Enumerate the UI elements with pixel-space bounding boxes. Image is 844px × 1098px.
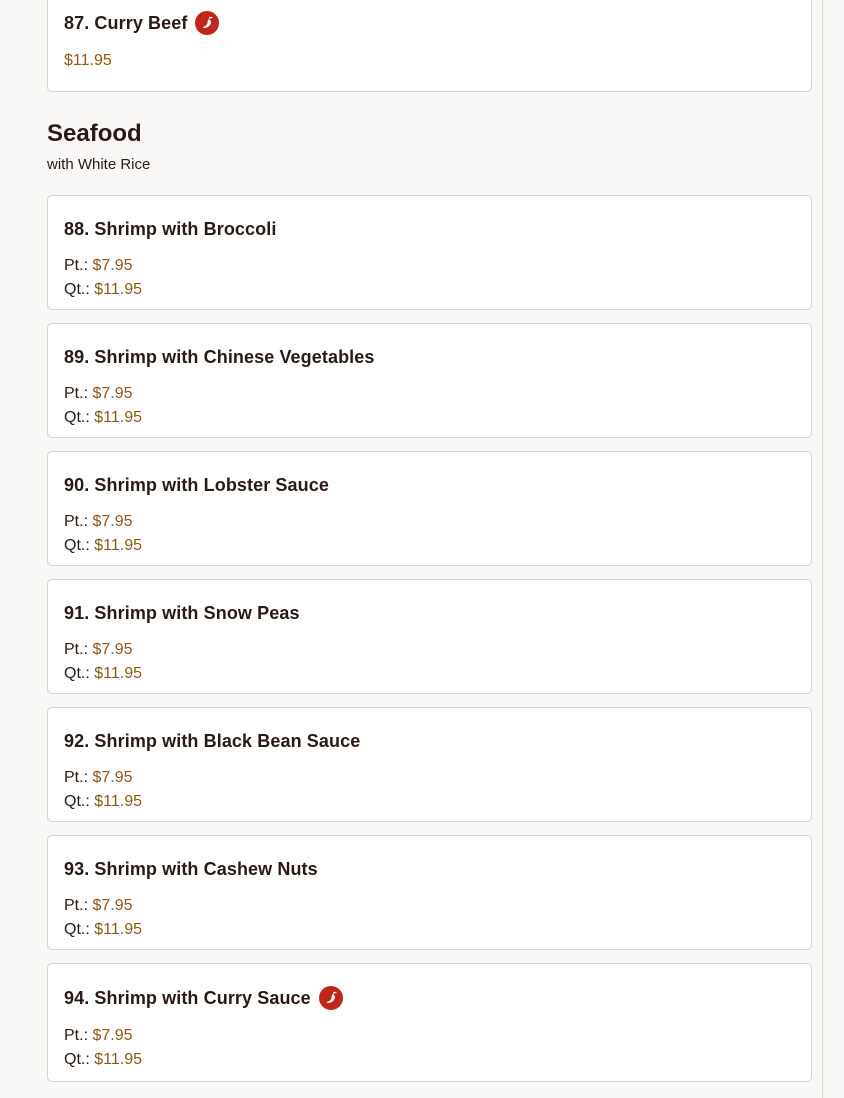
- quart-price: $11.95: [94, 665, 142, 682]
- quart-price-line: [64, 406, 795, 430]
- section-subtitle: with White Rice: [47, 156, 151, 173]
- spicy-pepper-icon: [319, 986, 343, 1010]
- pint-price: $7.95: [92, 385, 133, 402]
- menu-item-name: 92. Shrimp with Black Bean Sauce: [64, 731, 361, 751]
- pint-price-line: [64, 1024, 795, 1048]
- menu-item-title: [64, 218, 795, 240]
- pint-price-line: [64, 766, 795, 790]
- pint-label: Pt.:: [64, 897, 89, 914]
- pint-price: $7.95: [92, 641, 133, 658]
- pint-label: Pt.:: [64, 385, 89, 402]
- menu-item-title: [64, 986, 795, 1010]
- menu-item-card[interactable]: [47, 323, 812, 438]
- quart-label: Qt.:: [64, 793, 90, 810]
- pint-price-line: [64, 638, 795, 662]
- section-title: Seafood: [47, 120, 142, 147]
- pint-label: Pt.:: [64, 257, 89, 274]
- menu-item-card[interactable]: [47, 835, 812, 950]
- pint-price: $7.95: [92, 1027, 133, 1044]
- pint-price: $7.95: [92, 513, 133, 530]
- menu-item-name: 90. Shrimp with Lobster Sauce: [64, 475, 329, 495]
- menu-item-name: 89. Shrimp with Chinese Vegetables: [64, 347, 375, 367]
- quart-price-line: [64, 534, 795, 558]
- quart-price: $11.95: [94, 409, 142, 426]
- pint-price-line: [64, 510, 795, 534]
- pint-price: $7.95: [92, 769, 133, 786]
- menu-item-card[interactable]: [47, 963, 812, 1082]
- quart-price-line: [64, 790, 795, 814]
- menu-item-name: 87. Curry Beef: [64, 13, 188, 33]
- menu-item-name: 91. Shrimp with Snow Peas: [64, 603, 300, 623]
- quart-price-line: [64, 1048, 795, 1072]
- price-line: [64, 49, 795, 73]
- menu-item-name: 93. Shrimp with Cashew Nuts: [64, 859, 318, 879]
- menu-item-title: [64, 11, 795, 35]
- pint-label: Pt.:: [64, 513, 89, 530]
- pint-price-line: [64, 254, 795, 278]
- pint-price-line: [64, 382, 795, 406]
- quart-label: Qt.:: [64, 409, 90, 426]
- menu-item-title: [64, 474, 795, 496]
- quart-price-line: [64, 278, 795, 302]
- quart-label: Qt.:: [64, 1051, 90, 1068]
- menu-item-card[interactable]: [47, 707, 812, 822]
- menu-item-title: [64, 730, 795, 752]
- quart-label: Qt.:: [64, 281, 90, 298]
- quart-label: Qt.:: [64, 537, 90, 554]
- section-header: [47, 119, 812, 175]
- menu-item-name: 94. Shrimp with Curry Sauce: [64, 988, 311, 1008]
- pint-price-line: [64, 894, 795, 918]
- pint-price: $7.95: [92, 257, 133, 274]
- pint-price: $7.95: [92, 897, 133, 914]
- menu-item-card[interactable]: [47, 195, 812, 310]
- quart-price: $11.95: [94, 537, 142, 554]
- quart-price-line: [64, 918, 795, 942]
- quart-label: Qt.:: [64, 665, 90, 682]
- quart-price-line: [64, 662, 795, 686]
- quart-price: $11.95: [94, 1051, 142, 1068]
- page-right-border: [822, 0, 823, 1098]
- menu-item-title: [64, 858, 795, 880]
- menu-item-card[interactable]: [47, 579, 812, 694]
- menu-item-title: [64, 346, 795, 368]
- quart-price: $11.95: [94, 793, 142, 810]
- pint-label: Pt.:: [64, 1027, 89, 1044]
- menu-item-card[interactable]: [47, 451, 812, 566]
- quart-price: $11.95: [94, 921, 142, 938]
- pint-label: Pt.:: [64, 641, 89, 658]
- quart-price: $11.95: [94, 281, 142, 298]
- price-value: $11.95: [64, 52, 112, 69]
- menu-item-name: 88. Shrimp with Broccoli: [64, 219, 277, 239]
- spicy-pepper-icon: [195, 11, 219, 35]
- quart-label: Qt.:: [64, 921, 90, 938]
- menu-content: [47, 0, 812, 1095]
- menu-item-title: [64, 602, 795, 624]
- pint-label: Pt.:: [64, 769, 89, 786]
- menu-item-card[interactable]: [47, 0, 812, 92]
